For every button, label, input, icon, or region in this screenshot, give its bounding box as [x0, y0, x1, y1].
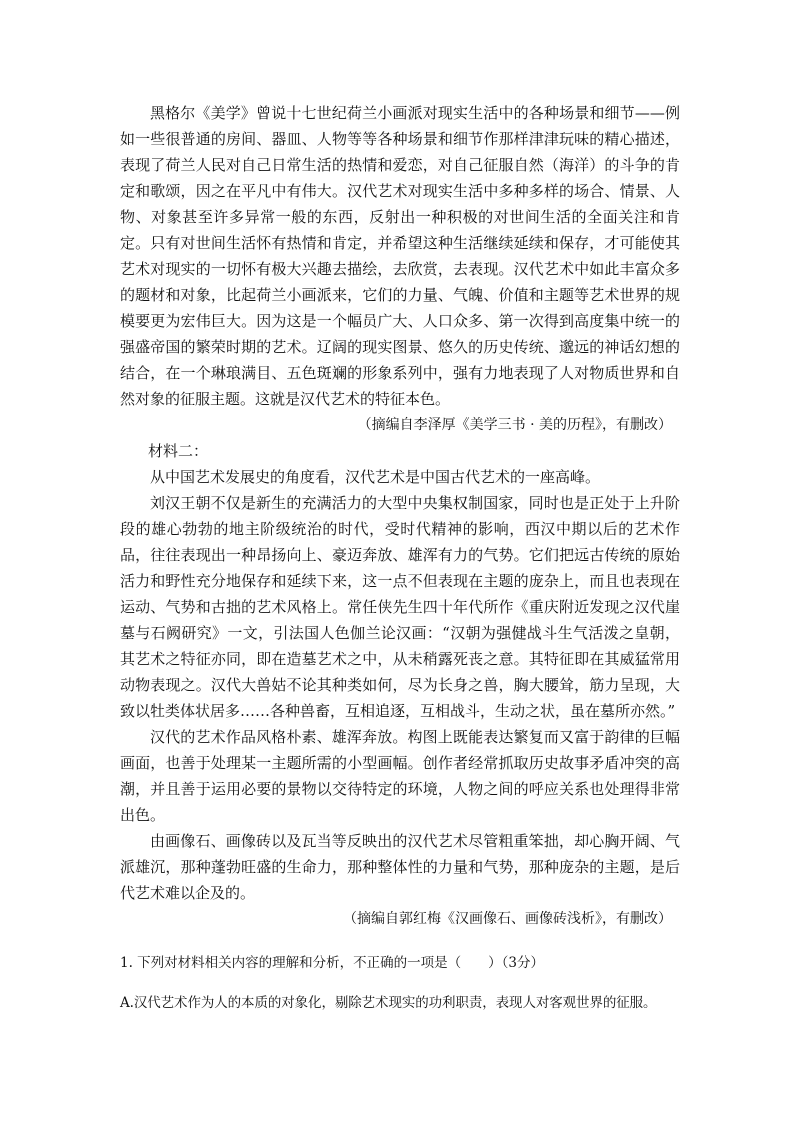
material2-paragraph-2: 刘汉王朝不仅是新生的充满活力的大型中央集权制国家，同时也是正处于上升阶段的雄心勃勃的地主阶级统治的时代，受时代精神的影响，西汉中期以后的艺术作品，往往表现出一种昂扬向上、豪迈奔放、雄浑有力的气势。它们把远古传统的原始活力和野性充分地保存和延续下来，这一点不但表现在主题的庞杂上，而且也表现在运动、气势和古拙的艺术风格上。常任侠先生四十年代所作《重庆附近发现之汉代崖墓与石阙研究》一文，引法国人色伽兰论汉画：“汉朝为强健战斗生气活泼之皇朝，其艺术之特征亦同，即在造墓艺术之中，从未稍露死丧之意。其特征即在其威猛常用动物表现之。汉代大兽姑不论其种类如何，尽为长身之兽，胸大腰耸，筋力呈现，大致以牡类体状居多……各种兽畜，互相追逐，互相战斗，生动之状，虽在墓所亦然。”: [120, 494, 680, 720]
material1-source: （摘编自李泽厚《美学三书 · 美的历程》，有删改）: [357, 417, 672, 433]
material2-label: 材料二：: [148, 442, 209, 460]
material2-paragraph-1: 从中国艺术发展史的角度看，汉代艺术是中国古代艺术的一座高峰。: [150, 468, 601, 486]
material2-paragraph-3: 汉代的艺术作品风格朴素、雄浑奔放。构图上既能表达繁复而又富于韵律的巨幅画面，也善于处理某一主题所需的小型画幅。创作者经常抓取历史故事矛盾冲突的高潮，并且善于运用必要的景物以交待特定的环境，人物之间的呼应关系也处理得非常出色。: [120, 728, 680, 824]
material2-source: （摘编自郭红梅《汉画像石、画像砖浅析》，有删改）: [343, 911, 672, 927]
material2-paragraph-4: 由画像石、画像砖以及瓦当等反映出的汉代艺术尽管粗重笨拙，却心胸开阔、气派雄沉，那种蓬勃旺盛的生命力，那种整体性的力量和气势，那种庞杂的主题，是后代艺术难以企及的。: [120, 832, 680, 902]
material1-paragraph: 黑格尔《美学》曾说十七世纪荷兰小画派对现实生活中的各种场景和细节——例如一些很普通的房间、器皿、人物等等各种场景和细节作那样津津玩味的精心描述，表现了荷兰人民对自己日常生活的热情和爱恋，对自己征服自然（海洋）的斗争的肯定和歌颂，因之在平凡中有伟大。汉代艺术对现实生活中多种多样的场合、情景、人物、对象甚至许多异常一般的东西，反射出一种积极的对世间生活的全面关注和肯定。只有对世间生活怀有热情和肯定，并希望这种生活继续延续和保存，才可能使其艺术对现实的一切怀有极大兴趣去描绘，去欣赏，去表现。汉代艺术中如此丰富众多的题材和对象，比起荷兰小画派来，它们的力量、气魄、价值和主题等艺术世界的规模要更为宏伟巨大。因为这是一个幅员广大、人口众多、第一次得到高度集中统一的强盛帝国的繁荣时期的艺术。辽阔的现实图景、悠久的历史传统、邈远的神话幻想的结合，在一个琳琅满目、五色斑斓的形象系列中，强有力地表现了人对物质世界和自然对象的征服主题。这就是汉代艺术的特征本色。: [120, 104, 680, 408]
question-1-title: 1. 下列对材料相关内容的理解和分析，不正确的一项是（ ）（3分）: [120, 955, 545, 971]
question-1: [120, 952, 680, 1014]
question-1-option-a: A.汉代艺术作为人的本质的对象化，剔除艺术现实的功利职责，表现人对客观世界的征服。: [120, 995, 657, 1011]
reading-passage: [120, 100, 680, 932]
